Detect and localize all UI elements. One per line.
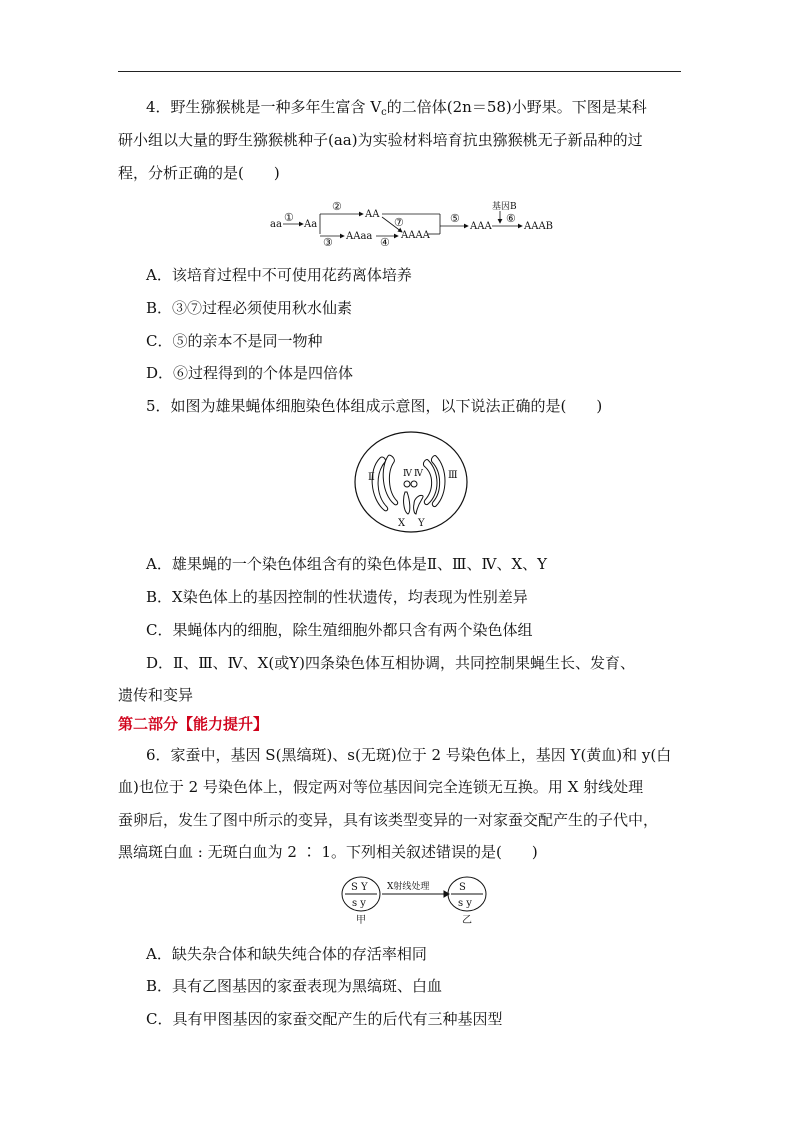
q5-option-b: B．X染色体上的基因控制的性状遗传，均表现为性别差异 [146, 588, 528, 606]
node-AAAA: AAAA [401, 230, 430, 241]
label-III: Ⅲ [448, 470, 458, 481]
q4-option-c: C．⑤的亲本不是同一物种 [146, 332, 323, 350]
q5-option-d: D．Ⅱ、Ⅲ、Ⅳ、X(或Y)四条染色体互相协调，共同控制果蝇生长、发育、 [146, 654, 635, 672]
node-AAAB: AAAB [524, 221, 554, 232]
q6-option-c: C．具有甲图基因的家蚕交配产生的后代有三种基因型 [146, 1010, 503, 1028]
fruit-fly-chromosome-diagram [350, 430, 475, 540]
q5-option-d-continued: 遗传和变异 [118, 686, 194, 704]
q6-line2: 血)也位于 2 号染色体上，假定两对等位基因间完全连锁无互换。用 X 射线处理 [118, 778, 644, 796]
q5-stem: 5．如图为雄果蝇体细胞染色体组成示意图，以下说法正确的是( ) [146, 397, 603, 415]
section-title: 第二部分【能力提升】 [118, 715, 269, 733]
breeding-process-diagram [270, 196, 570, 246]
step-6: ⑥ [506, 212, 516, 225]
step-2: ② [332, 200, 342, 213]
node-Aa: Aa [304, 219, 318, 230]
q4-line2: 研小组以大量的野生猕猴桃种子(aa)为实验材料培育抗虫猕猴桃无子新品种的过 [118, 131, 643, 149]
header-rule [118, 71, 681, 72]
gen-bottom-right: s y [458, 898, 472, 909]
gen-top-left: S Y [351, 882, 368, 893]
xray-mutation-diagram [340, 873, 490, 925]
label-IV-right: Ⅳ [414, 469, 423, 479]
gene-B-label: 基因B [492, 202, 517, 212]
step-3: ③ [323, 236, 333, 246]
xray-label: X射线处理 [387, 882, 430, 892]
label-II: Ⅱ [368, 472, 375, 483]
label-IV-left: Ⅳ [403, 469, 412, 479]
q5-option-c: C．果蝇体内的细胞，除生殖细胞外都只含有两个染色体组 [146, 621, 533, 639]
q6-option-a: A．缺失杂合体和缺失纯合体的存活率相同 [146, 945, 427, 963]
q6-line3: 蚕卵后，发生了图中所示的变异，具有该类型变异的一对家蚕交配产生的子代中， [118, 811, 659, 829]
step-4: ④ [380, 236, 390, 246]
step-7: ⑦ [394, 216, 404, 229]
label-yi: 乙 [462, 915, 472, 925]
q5-option-a: A．雄果蝇的一个染色体组含有的染色体是Ⅱ、Ⅲ、Ⅳ、X、Y [146, 555, 548, 573]
step-5: ⑤ [450, 212, 460, 225]
gen-bottom-left: s y [352, 898, 366, 909]
q4-option-b: B．③⑦过程必须使用秋水仙素 [146, 299, 353, 317]
q4-option-a: A．该培育过程中不可使用花药离体培养 [146, 266, 412, 284]
node-AAA: AAA [470, 221, 492, 232]
q4-line1: 4．野生猕猴桃是一种多年生富含 $V_c$的二倍体(2n＝58)小野果。下图是某科 [146, 98, 647, 118]
gen-top-right: S [459, 882, 466, 893]
label-jia: 甲 [356, 915, 366, 925]
node-AA: AA [365, 209, 380, 220]
step-1: ① [284, 211, 294, 224]
q6-line4: 黑缟斑白血 : 无斑白血为 2 ∶ 1。下列相关叙述错误的是( ) [118, 843, 538, 861]
label-Y: Y [418, 518, 425, 529]
node-AAaa: AAaa [346, 231, 373, 242]
q6-option-b: B．具有乙图基因的家蚕表现为黑缟斑、白血 [146, 977, 443, 995]
node-aa: aa [270, 219, 282, 230]
q4-option-d: D．⑥过程得到的个体是四倍体 [146, 364, 354, 382]
q4-line3: 程，分析正确的是( ) [118, 164, 280, 182]
label-X: X [398, 518, 406, 529]
q6-line1: 6．家蚕中，基因 S(黑缟斑)、s(无斑)位于 2 号染色体上，基因 Y(黄血)和 y(白 [146, 746, 672, 764]
